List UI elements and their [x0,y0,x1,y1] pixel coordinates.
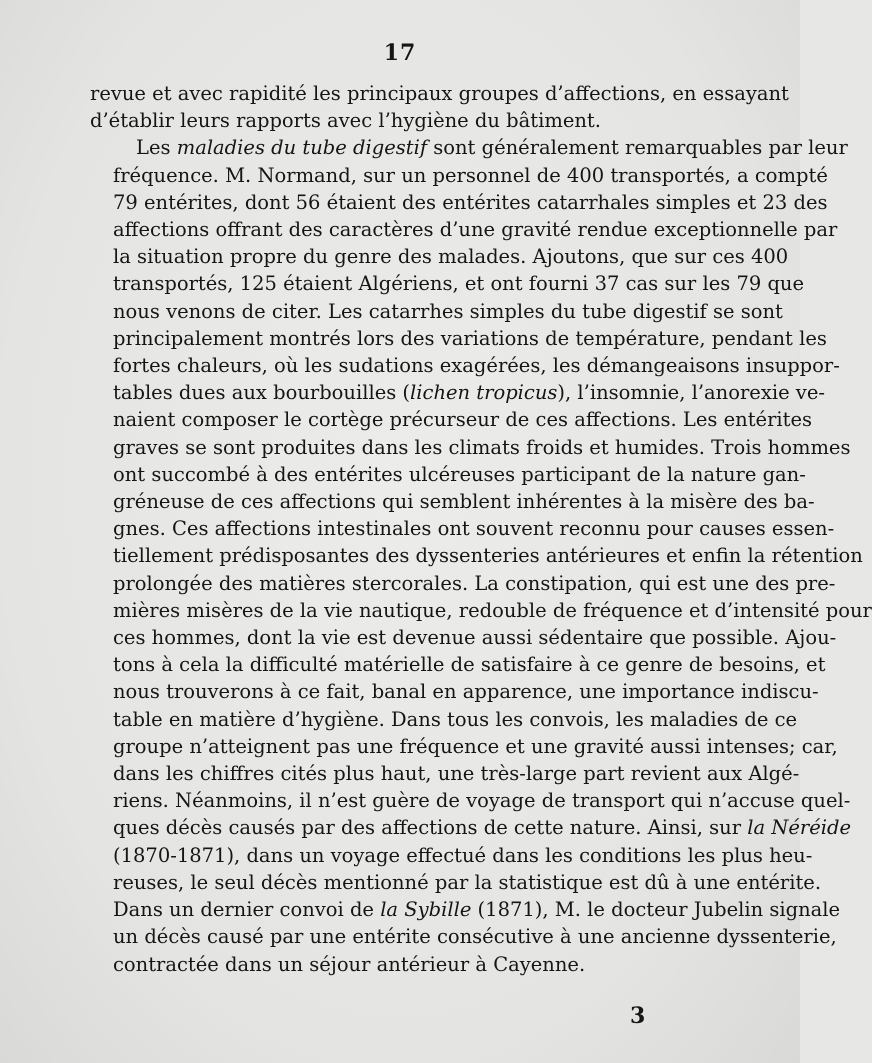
text-line: transportés, 125 étaient Algériens, et ont fourni 37 cas sur les 79 que [113,272,805,296]
signature-mark: 3 [630,1003,646,1029]
text-line: dans les chiffres cités plus haut, une très-large part revient aux Algé- [113,762,800,786]
text-line: reuses, le seul décès mentionné par la statistique est dû à une entérite. [113,870,822,894]
text-line: affections offrant des caractères d’une gravité rendue exceptionnelle par [113,218,838,242]
text-line: un décès causé par une entérite consécutive à une ancienne dyssenterie, [113,925,837,949]
text-line: table en matière d’hygiène. Dans tous les convois, les maladies de ce [113,707,798,731]
text-line: gréneuse de ces affections qui semblent inhérentes à la misère des ba- [113,490,815,514]
text-line: ques décès causés par des affections de cette nature. Ainsi, sur la Néréide [113,816,852,840]
text-line: tons à cela la difficulté matérielle de satisfaire à ce genre de besoins, et [113,653,826,677]
text-line: d’établir leurs rapports avec l’hygiène du bâtiment. [90,109,601,133]
text-line: 79 entérites, dont 56 étaient des entérites catarrhales simples et 23 des [113,190,828,214]
page-number: 17 [383,40,417,66]
text-line: fortes chaleurs, où les sudations exagérées, les démangeaisons insuppor- [113,354,840,378]
paragraph-2 [90,134,872,977]
text-line: tables dues aux bourbouilles (lichen tropicus), l’insomnie, l’anorexie ve- [113,381,825,405]
text-line: revue et avec rapidité les principaux groupes d’affections, en essayant [90,82,789,105]
text-line: tiellement prédisposantes des dyssenteries antérieures et enfin la rétention [113,544,863,568]
text-line: nous venons de citer. Les catarrhes simples du tube digestif se sont [113,299,783,323]
text-line: prolongée des matières stercorales. La constipation, qui est une des pre- [113,571,836,595]
text-line: ces hommes, dont la vie est devenue aussi sédentaire que possible. Ajou- [113,626,837,650]
text-line: graves se sont produites dans les climats froids et humides. Trois hommes [113,435,851,459]
text-line: mières misères de la vie nautique, redouble de fréquence et d’intensité pour [113,598,872,622]
text-line: ont succombé à des entérites ulcéreuses participant de la nature gan- [113,462,806,486]
text-line: fréquence. M. Normand, sur un personnel de 400 transportés, a compté [113,163,828,187]
text-line: gnes. Ces affections intestinales ont souvent reconnu pour causes essen- [113,517,835,541]
text-line: naient composer le cortège précurseur de ces affections. Les entérites [113,408,813,432]
text-line: riens. Néanmoins, il n’est guère de voyage de transport qui n’accuse quel- [113,789,851,813]
text-line: Les maladies du tube digestif sont généralement remarquables par leur [136,136,848,160]
text-line: nous trouverons à ce fait, banal en apparence, une importance indiscu- [113,680,819,704]
text-line: principalement montrés lors des variations de température, pendant les [113,326,827,350]
text-line: Dans un dernier convoi de la Sybille (1871), M. le docteur Jubelin signale [113,898,841,922]
text-line: (1870-1871), dans un voyage effectué dans les conditions les plus heu- [113,843,813,867]
text-line: la situation propre du genre des malades. Ajoutons, que sur ces 400 [113,245,789,269]
text-line: groupe n’atteignent pas une fréquence et une gravité aussi intenses; car, [113,734,838,758]
text-line: contractée dans un séjour antérieur à Cayenne. [113,952,586,976]
paragraph-1 [90,80,789,134]
body-text [90,80,872,978]
